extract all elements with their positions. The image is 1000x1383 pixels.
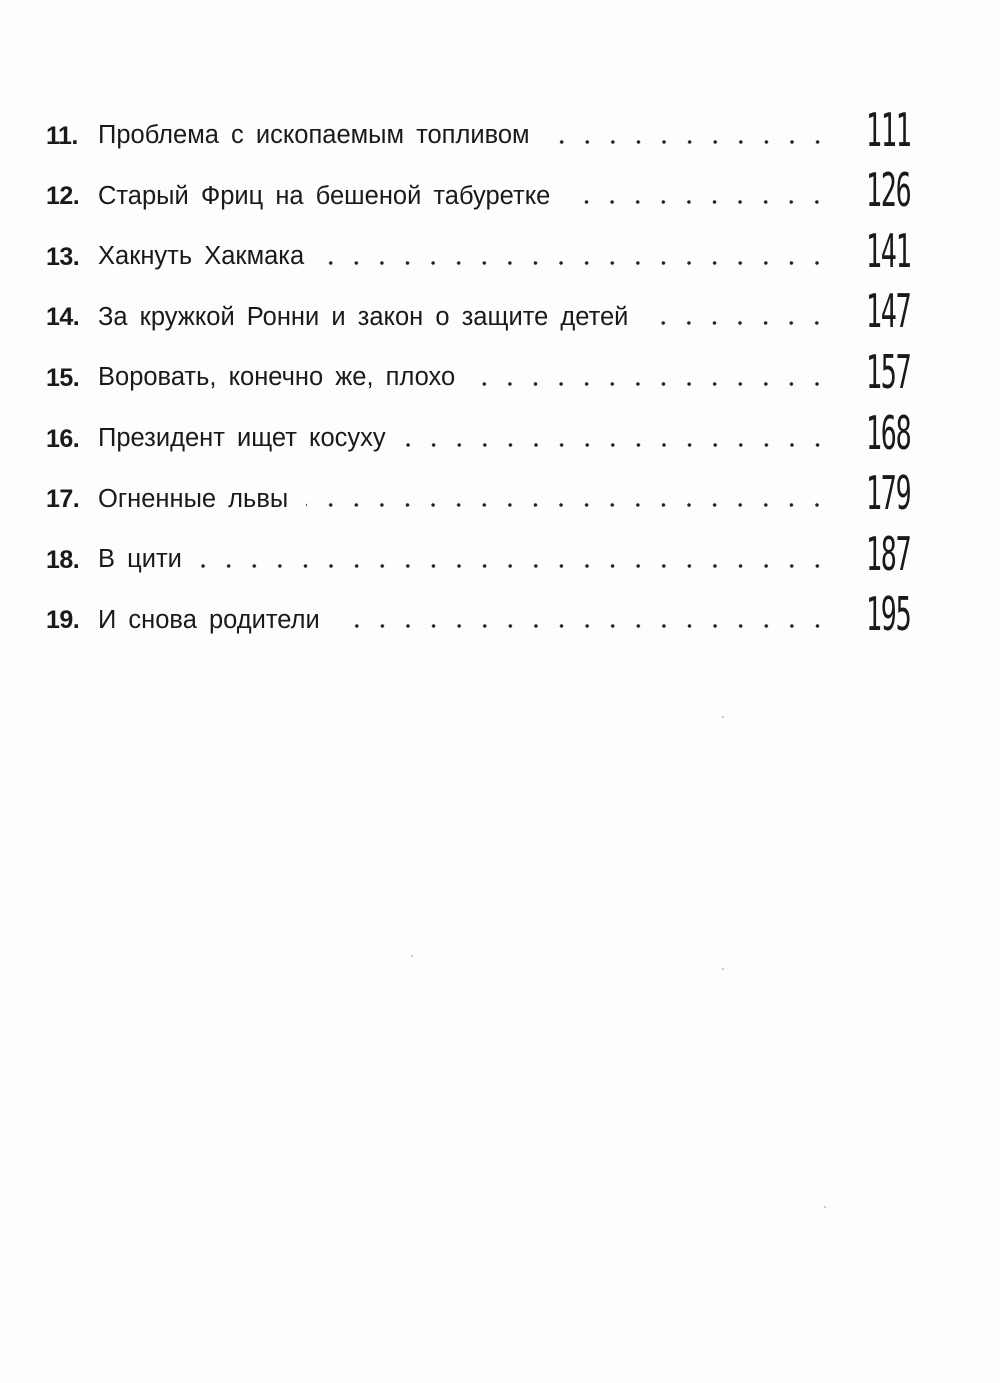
chapter-title: Хакнуть Хакмака	[98, 242, 305, 271]
page-number: 187	[865, 526, 911, 581]
chapter-number: 15.	[46, 363, 80, 392]
toc-entry	[46, 278, 911, 339]
dot-leader	[568, 200, 830, 204]
dot-leader	[306, 503, 830, 507]
page-number: 195	[865, 587, 911, 642]
chapter-title: За кружкой Ронни и закон о защите детей	[98, 302, 629, 331]
chapter-number: 12.	[46, 182, 80, 211]
chapter-number: 11.	[46, 121, 78, 150]
dot-leader	[200, 564, 830, 568]
toc-entry	[46, 338, 911, 399]
toc-entry	[46, 96, 911, 157]
chapter-number: 17.	[46, 485, 80, 514]
toc-entry	[46, 217, 911, 278]
paper-speck	[722, 716, 724, 718]
dot-leader	[473, 382, 830, 386]
toc-entry	[46, 399, 911, 460]
table-of-contents	[46, 96, 911, 642]
toc-entry	[46, 520, 911, 581]
chapter-title: Воровать, конечно же, плохо	[98, 363, 456, 392]
toc-entry	[46, 581, 911, 642]
chapter-title: Старый Фриц на бешеной табуретке	[98, 181, 551, 210]
paper-speck	[824, 1206, 826, 1208]
chapter-number: 19.	[46, 606, 80, 635]
paper-speck	[722, 968, 724, 970]
dot-leader	[404, 443, 830, 447]
chapter-title: В цити	[98, 545, 182, 574]
page-number: 147	[865, 284, 911, 339]
chapter-title: Огненные львы	[98, 484, 289, 513]
dot-leader	[338, 624, 830, 628]
chapter-title: Президент ищет косуху	[98, 424, 386, 453]
chapter-number: 14.	[46, 303, 80, 332]
chapter-number: 16.	[46, 424, 80, 453]
dot-leader	[548, 140, 830, 144]
page-number: 157	[865, 344, 911, 399]
toc-entry	[46, 157, 911, 218]
paper-speck	[411, 955, 413, 957]
dot-leader	[646, 321, 830, 325]
page-number: 179	[865, 466, 911, 521]
page-number: 168	[865, 405, 911, 460]
page-number: 111	[865, 102, 911, 157]
dot-leader	[322, 261, 830, 265]
chapter-number: 18.	[46, 545, 80, 574]
chapter-title: И снова родители	[98, 605, 320, 634]
chapter-number: 13.	[46, 242, 80, 271]
page-number: 126	[865, 163, 911, 218]
chapter-title: Проблема с ископаемым топливом	[98, 121, 530, 150]
page-number: 141	[865, 223, 911, 278]
toc-entry	[46, 460, 911, 521]
